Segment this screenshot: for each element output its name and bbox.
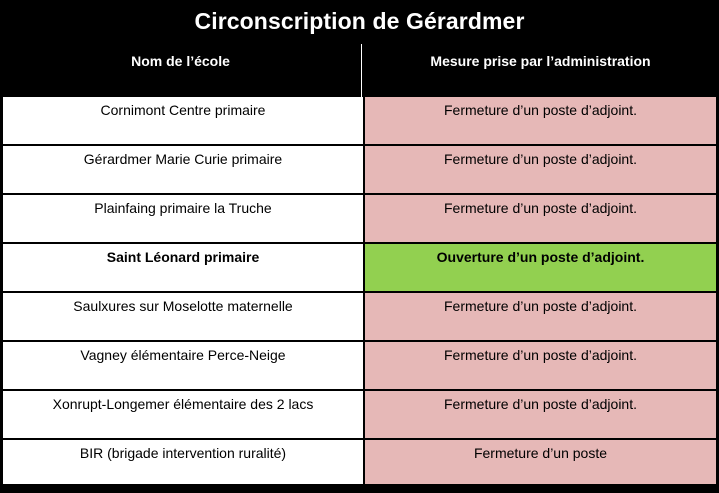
table-row [0,342,719,389]
school-name-cell: Vagney élémentaire Perce-Neige [3,342,363,389]
school-name-cell: Saulxures sur Moselotte maternelle [3,293,363,340]
table-title: Circonscription de Gérardmer [194,8,525,34]
column-header-measure: Mesure prise par l’administration [430,53,651,69]
school-name-cell: Gérardmer Marie Curie primaire [3,146,363,193]
school-name-cell: Saint Léonard primaire [3,244,363,291]
measure-cell: Fermeture d’un poste d’adjoint. [365,97,716,144]
table-row [0,97,719,144]
measure-cell: Fermeture d’un poste d’adjoint. [365,293,716,340]
table-row [0,195,719,242]
measure-cell-opening: Ouverture d’un poste d’adjoint. [365,244,716,291]
measure-cell: Fermeture d’un poste d’adjoint. [365,342,716,389]
school-name-cell: Xonrupt-Longemer élémentaire des 2 lacs [3,391,363,438]
school-name-cell: Cornimont Centre primaire [3,97,363,144]
table-header [0,44,719,98]
school-name-cell: Plainfaing primaire la Truche [3,195,363,242]
table-row [0,293,719,340]
table-body [0,97,719,484]
table-row [0,146,719,193]
measure-cell: Fermeture d’un poste d’adjoint. [365,391,716,438]
measure-cell: Fermeture d’un poste d’adjoint. [365,146,716,193]
table-row [0,391,719,438]
table-row-highlighted [0,244,719,291]
measure-cell: Fermeture d’un poste [365,440,716,484]
column-header-school: Nom de l’école [0,44,362,98]
school-name-cell: BIR (brigade intervention ruralité) [3,440,363,484]
measure-cell: Fermeture d’un poste d’adjoint. [365,195,716,242]
table-row [0,440,719,484]
